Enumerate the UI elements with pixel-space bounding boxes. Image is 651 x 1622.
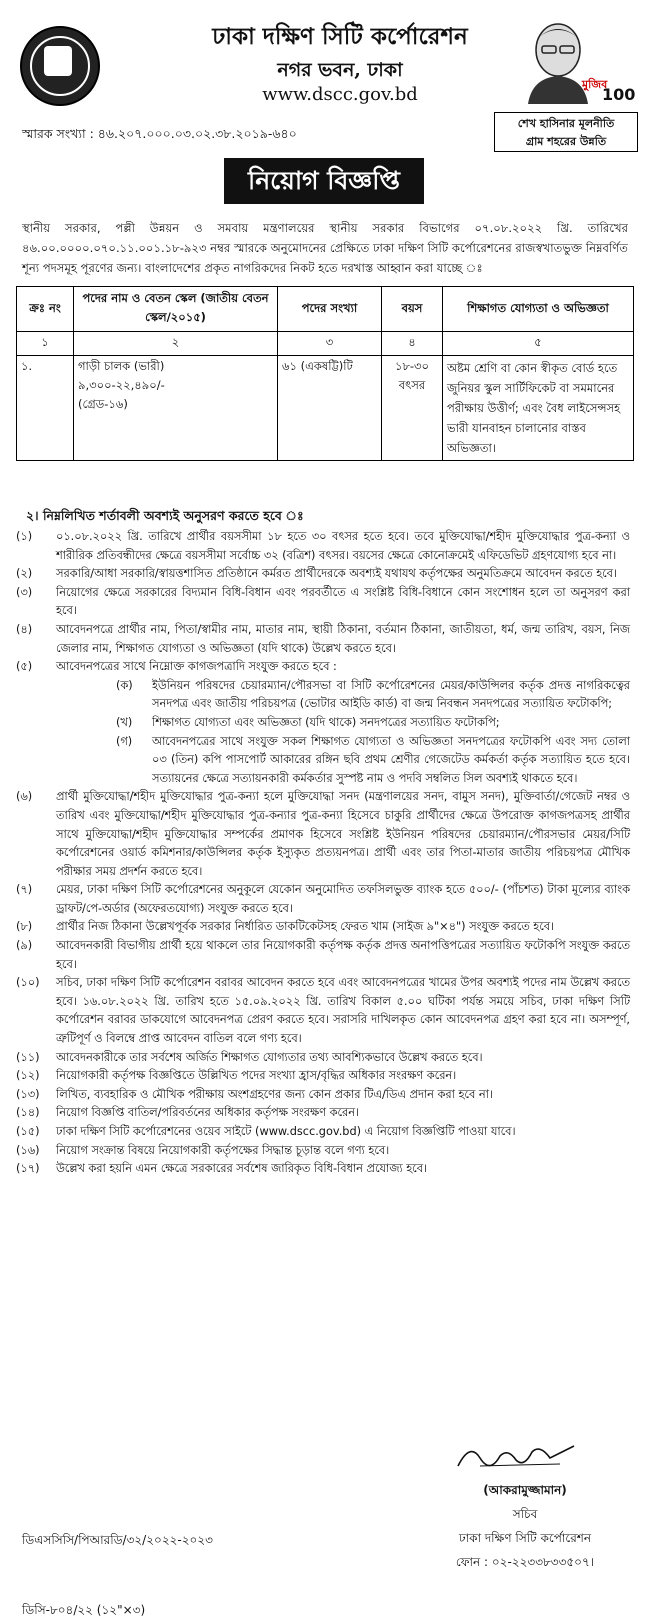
item-number: (৪) bbox=[16, 622, 33, 636]
table-row bbox=[17, 356, 634, 461]
item-number: (৮) bbox=[16, 920, 33, 934]
item-number: (৬) bbox=[16, 790, 33, 804]
item-text: নিয়োগ বিজ্ঞপ্তি বাতিল/পরিবর্তনের অধিকার কর্তৃপক্ষ সংরক্ষণ করেন। bbox=[56, 1106, 360, 1120]
conditions-heading: ২। নিম্নলিখিত শর্তাবলী অবশ্যই অনুসরণ করতে হবে ঃ bbox=[26, 508, 304, 523]
table-header-row bbox=[17, 287, 634, 332]
signatory-name: (আকরামুজ্জামান) bbox=[483, 1483, 567, 1497]
item-text: ঢাকা দক্ষিণ সিটি কর্পোরেশনের ওয়েব সাইটে (www.dscc.gov.bd) এ নিয়োগ বিজ্ঞপ্তিটি পাওয়া যাবে। bbox=[56, 1125, 516, 1138]
signature-image bbox=[450, 1436, 580, 1476]
post-table bbox=[16, 286, 634, 461]
post-name: গাড়ী চালক (ভারী) bbox=[78, 359, 165, 373]
row-post bbox=[74, 356, 278, 461]
list-item bbox=[16, 1160, 630, 1179]
sub-list-item bbox=[116, 677, 630, 714]
list-item bbox=[16, 974, 630, 1048]
list-item bbox=[16, 788, 630, 881]
list-item bbox=[16, 1086, 630, 1105]
col-number: ৪ bbox=[382, 332, 443, 356]
notice-title: নিয়োগ বিজ্ঞপ্তি bbox=[224, 158, 424, 204]
signatory-phone: ফোন : ০২-২২৩৩৮৩৩৫০৭। bbox=[455, 1555, 595, 1569]
item-text: ০১.০৮.২০২২ খ্রি. তারিখে প্রার্থীর বয়সসীমা ১৮ হতে ৩০ বৎসর হতে হবে। তবে মুক্তিযোদ্ধা/শহীদ মুক্তিযোদ্ধার পুত্র-কন্যা ও শারীরিক প্রতিবন্ধীদের ক্ষেত্রে বয়সসীমা সর্বোচ্চ ৩২ (বত্রিশ) বৎসর। বয়সের ক্ষেত্রে কোনোক্রমেই এফিডেভিট গ্রহণযোগ্য হবে না। bbox=[56, 530, 630, 562]
item-number: (১) bbox=[16, 530, 33, 543]
item-text: আবেদনকারীকে তার সর্বশেষ অর্জিত শিক্ষাগত যোগ্যতার তথ্য আবশ্যিকভাবে উল্লেখ করতে হবে। bbox=[56, 1050, 483, 1064]
item-text: প্রার্থীর নিজ ঠিকানা উল্লেখপূর্বক সরকার নির্ধারিত ডাকটিকেটসহ ফেরত খাম (সাইজ ৯"×৪") সংযুক্ত করতে হবে। bbox=[56, 920, 555, 934]
item-text: প্রার্থী মুক্তিযোদ্ধা/শহীদ মুক্তিযোদ্ধার পুত্র-কন্যা হলে মুক্তিযোদ্ধা সনদ (মন্ত্রণালয়ের সনদ, বামুস সনদ), মুক্তিবার্তা/গেজেট নম্বর ও তারিখ এবং মুক্তিযোদ্ধা/শহীদ মুক্তিযোদ্ধার পুত্র-কন্যার পুত্র-কন্যা হিসেবে চাকুরি প্রার্থীদের ক্ষেত্রে উপরোক্ত কাগজপত্রসহ প্রার্থীর সাথে মুক্তিযোদ্ধা/শহীদ মুক্তিযোদ্ধার সম্পর্কের প্রমাণক হিসেবে সংশ্লিষ্ট ইউনিয়ন পরিষদের চেয়ারম্যান/পৌরসভার মেয়র/সিটি কর্পোরেশনের ওয়ার্ড কমিশনার/কাউন্সিলর কর্তৃক ইস্যুকৃত প্রত্যয়নপত্র। প্রার্থী এবং তার পিতা-মাতার জাতীয় পরিচয়পত্র মৌখিক পরীক্ষার সময় প্রদর্শন করতে হবে। bbox=[56, 790, 630, 878]
slogan-box bbox=[494, 112, 638, 152]
post-scale: ৯,৩০০-২২,৪৯০/- bbox=[78, 378, 165, 392]
item-text: সচিব, ঢাকা দক্ষিণ সিটি কর্পোরেশন বরাবর আবেদন করতে হবে এবং আবেদনপত্রের খামের উপর অবশ্যই পদের নাম উল্লেখ করতে হবে। ১৬.০৮.২০২২ খ্রি. তারিখ হতে ১৫.০৯.২০২২ খ্রি. তারিখ বিকাল ৫.০০ ঘটিকা পর্যন্ত সময়ে সচিব, ঢাকা দক্ষিণ সিটি কর্পোরেশন বরাবর ডাকযোগে আবেদনপত্র প্রেরণ করতে হবে। সরাসরি দাখিলকৃত কোন আবেদনপত্র গ্রহণ করা হবে না। অসম্পূর্ণ, ত্রুটিপূর্ণ ও বিলম্বে প্রাপ্ত আবেদন বাতিল বলে গণ্য হবে। bbox=[56, 976, 630, 1046]
item-number: (৩) bbox=[16, 585, 33, 599]
sub-item-text: শিক্ষাগত যোগ্যতা এবং অভিজ্ঞতা (যদি থাকে) সনদপত্রের সত্যায়িত ফটোকপি; bbox=[152, 715, 500, 729]
item-text: আবেদনকারী বিভাগীয় প্রার্থী হয়ে থাকলে তার নিয়োগকারী কর্তৃপক্ষ কর্তৃক প্রদত্ত অনাপত্তিপত্রের সত্যায়িত ফটোকপি সংযুক্ত করতে হবে। bbox=[56, 939, 630, 971]
col-header-count: পদের সংখ্যা bbox=[278, 287, 382, 332]
item-text: নিয়োগকারী কর্তৃপক্ষ বিজ্ঞপ্তিতে উল্লিখিত পদের সংখ্যা হ্রাস/বৃদ্ধির অধিকার সংরক্ষণ করেন। bbox=[56, 1069, 457, 1083]
col-number: ২ bbox=[74, 332, 278, 356]
item-text: মেয়র, ঢাকা দক্ষিণ সিটি কর্পোরেশনের অনুকূলে যেকোন অনুমোদিত তফসিলভুক্ত ব্যাংক হতে ৫০০/- (পাঁচশত) টাকা মূল্যের ব্যাংক ড্রাফট/পে-অর্ডার (অফেরতযোগ্য) সংযুক্ত করতে হবে। bbox=[56, 883, 630, 915]
intro-paragraph: স্থানীয় সরকার, পল্লী উন্নয়ন ও সমবায় মন্ত্রণালয়ের স্থানীয় সরকার বিভাগের ০৭.০৮.২০২২ খ্রি. তারিখের ৪৬.০০.০০০০.০৭০.১১.০০১.১৮-৯২৩ নম্বর স্মারকে অনুমোদনের প্রেক্ষিতে ঢাকা দক্ষিণ সিটি কর্পোরেশনের রাজস্বখাতভুক্ত নিম্নবর্ণিত শূন্য পদসমূহ পূরণের জন্য। বাংলাদেশের প্রকৃত নাগরিকদের নিকট হতে দরখাস্ত আহ্বান করা যাচ্ছে ঃ bbox=[22, 221, 628, 275]
list-item bbox=[16, 937, 630, 974]
org-website[interactable]: www.dscc.gov.bd bbox=[262, 84, 418, 105]
item-text: লিখিত, ব্যবহারিক ও মৌখিক পরীক্ষায় অংশগ্রহণের জন্য কোন প্রকার টিএ/ডিএ প্রদান করা হবে না। bbox=[56, 1087, 493, 1101]
row-age: ১৮-৩০ বৎসর bbox=[382, 356, 443, 461]
item-number: (২) bbox=[16, 567, 33, 581]
list-item bbox=[16, 565, 630, 584]
item-number: (৫) bbox=[16, 660, 33, 674]
list-item bbox=[16, 1123, 630, 1142]
col-header-qualification: শিক্ষাগত যোগ্যতা ও অভিজ্ঞতা bbox=[443, 287, 634, 332]
item-number: (১৭) bbox=[16, 1162, 40, 1176]
list-item bbox=[16, 1067, 630, 1086]
notice-page bbox=[10, 8, 641, 1617]
list-item bbox=[16, 528, 630, 565]
list-item bbox=[16, 1142, 630, 1161]
sub-list-item bbox=[116, 714, 630, 733]
org-name: ঢাকা দক্ষিণ সিটি কর্পোরেশন bbox=[212, 23, 468, 50]
slogan-line-2: গ্রাম শহরের উন্নতি bbox=[525, 135, 607, 148]
sub-item-number: (ক) bbox=[116, 678, 133, 692]
item-text: আবেদনপত্রে প্রার্থীর নাম, পিতা/স্বামীর নাম, মাতার নাম, স্থায়ী ঠিকানা, বর্তমান ঠিকানা, জাতীয়তা, ধর্ম, জন্ম তারিখ, বয়স, নিজ জেলার নাম, শিক্ষাগত যোগ্যতা ও অভিজ্ঞতা (যদি থাকে) উল্লেখ করতে হবে। bbox=[56, 622, 630, 655]
col-number: ১ bbox=[17, 332, 74, 356]
sub-item-text: ইউনিয়ন পরিষদের চেয়ারম্যান/পৌরসভা বা সিটি কর্পোরেশনের মেয়র/কাউন্সিলর কর্তৃক প্রদত্ত নাগরিকত্বের সনদপত্র এবং জাতীয় পরিচয়পত্র (ভোটার আইডি কার্ড) বা জন্ম নিবন্ধন সনদপত্রের সত্যায়িত ফটোকপি; bbox=[152, 678, 630, 711]
slogan-line-1: শেখ হাসিনার মূলনীতি bbox=[517, 117, 615, 130]
conditions-list bbox=[16, 528, 630, 1179]
item-number: (১১) bbox=[16, 1050, 40, 1064]
item-number: (১৫) bbox=[16, 1125, 40, 1138]
row-qualification: অষ্টম শ্রেণি বা কোন স্বীকৃত বোর্ড হতে জুনিয়র স্কুল সার্টিফিকেট বা সমমানের পরীক্ষায় উত্তীর্ণ; এবং বৈধ লাইসেন্সসহ ভারী যানবাহন চালানোর বাস্তব অভিজ্ঞতা। bbox=[443, 356, 634, 461]
col-header-sl: ক্রঃ নং bbox=[17, 287, 74, 332]
dscc-seal-logo bbox=[20, 26, 100, 106]
item-text: সরকারি/আধা সরকারি/স্বায়ত্তশাসিত প্রতিষ্ঠানে কর্মরত প্রার্থীদেরকে অবশ্যই যথাযথ কর্তৃপক্ষের অনুমতিক্রমে আবেদন করতে হবে। bbox=[56, 567, 617, 581]
item-text: নিয়োগ সংক্রান্ত বিষয়ে নিয়োগকারী কর্তৃপক্ষের সিদ্ধান্ত চূড়ান্ত বলে গণ্য হবে। bbox=[56, 1143, 390, 1157]
item-number: (৭) bbox=[16, 883, 33, 897]
list-item bbox=[16, 918, 630, 937]
sub-item-text: আবেদনপত্রের সাথে সংযুক্ত সকল শিক্ষাগত যোগ্যতা ও অভিজ্ঞতা সনদপত্রের ফটোকপি এবং সদ্য তোলা ০৩ (তিন) কপি পাসপোর্ট আকারের রঙ্গিন ছবি প্রথম শ্রেণীর গেজেটেড কর্মকর্তা কর্তৃক সত্যায়িত হতে হবে। সত্যায়নের ক্ষেত্রে সত্যায়নকারী কর্মকর্তার সুস্পষ্ট নাম ও পদবি সম্বলিত সিল অবশ্যই থাকতে হবে। bbox=[152, 734, 630, 785]
item-number: (১৩) bbox=[16, 1087, 40, 1101]
reference-number: ডিএসসিসি/পিআরডি/৩২/২০২২-২০২৩ bbox=[22, 1533, 213, 1547]
item-text: উল্লেখ করা হয়নি এমন ক্ষেত্রে সরকারের সর্বশেষ জারিকৃত বিধি-বিধান প্রযোজ্য হবে। bbox=[56, 1162, 428, 1176]
table-number-row bbox=[17, 332, 634, 356]
svg-text:মুজিব: মুজিব bbox=[582, 78, 608, 91]
signatory-designation: সচিব bbox=[512, 1507, 538, 1521]
col-header-age: বয়স bbox=[382, 287, 443, 332]
item-text: নিয়োগের ক্ষেত্রে সরকারের বিদ্যমান বিধি-বিধান এবং পরবর্তীতে এ সংশ্লিষ্ট বিধি-বিধানে কোন সংশোধন হলে তা অনুসরণ করা হবে। bbox=[56, 585, 630, 618]
item-number: (১৬) bbox=[16, 1143, 40, 1157]
ad-code: ডিসি-৮০৪/২২ (১২"×৩) bbox=[22, 1603, 146, 1617]
list-item bbox=[16, 1049, 630, 1068]
memo-number: স্মারক সংখ্যা : ৪৬.২০৭.০০০.০৩.০২.৩৮.২০১৯-৬৪০ bbox=[22, 126, 297, 141]
sub-item-number: (খ) bbox=[116, 715, 133, 729]
item-number: (১২) bbox=[16, 1069, 40, 1083]
list-item bbox=[16, 621, 630, 658]
mujib-100-logo bbox=[510, 18, 636, 104]
org-address: নগর ভবন, ঢাকা bbox=[277, 59, 403, 81]
list-item bbox=[16, 584, 630, 621]
item-number: (১০) bbox=[16, 976, 40, 990]
row-count: ৬১ (একষট্টি)টি bbox=[278, 356, 382, 461]
list-item bbox=[16, 1104, 630, 1123]
sub-list-item bbox=[116, 733, 630, 789]
col-number: ৩ bbox=[278, 332, 382, 356]
col-number: ৫ bbox=[443, 332, 634, 356]
list-item bbox=[16, 658, 630, 677]
post-grade: (গ্রেড-১৬) bbox=[78, 397, 128, 411]
sub-item-number: (গ) bbox=[116, 734, 133, 748]
signatory-org: ঢাকা দক্ষিণ সিটি কর্পোরেশন bbox=[458, 1531, 592, 1545]
row-sl: ১. bbox=[17, 356, 74, 461]
svg-text:100: 100 bbox=[602, 85, 636, 104]
col-header-post: পদের নাম ও বেতন স্কেল (জাতীয় বেতন স্কেল/২০১৫) bbox=[74, 287, 278, 332]
item-number: (১৪) bbox=[16, 1106, 40, 1120]
item-text: আবেদনপত্রের সাথে নিম্নোক্ত কাগজপত্রাদি সংযুক্ত করতে হবে : bbox=[56, 660, 337, 674]
list-item bbox=[16, 881, 630, 918]
item-number: (৯) bbox=[16, 939, 33, 953]
